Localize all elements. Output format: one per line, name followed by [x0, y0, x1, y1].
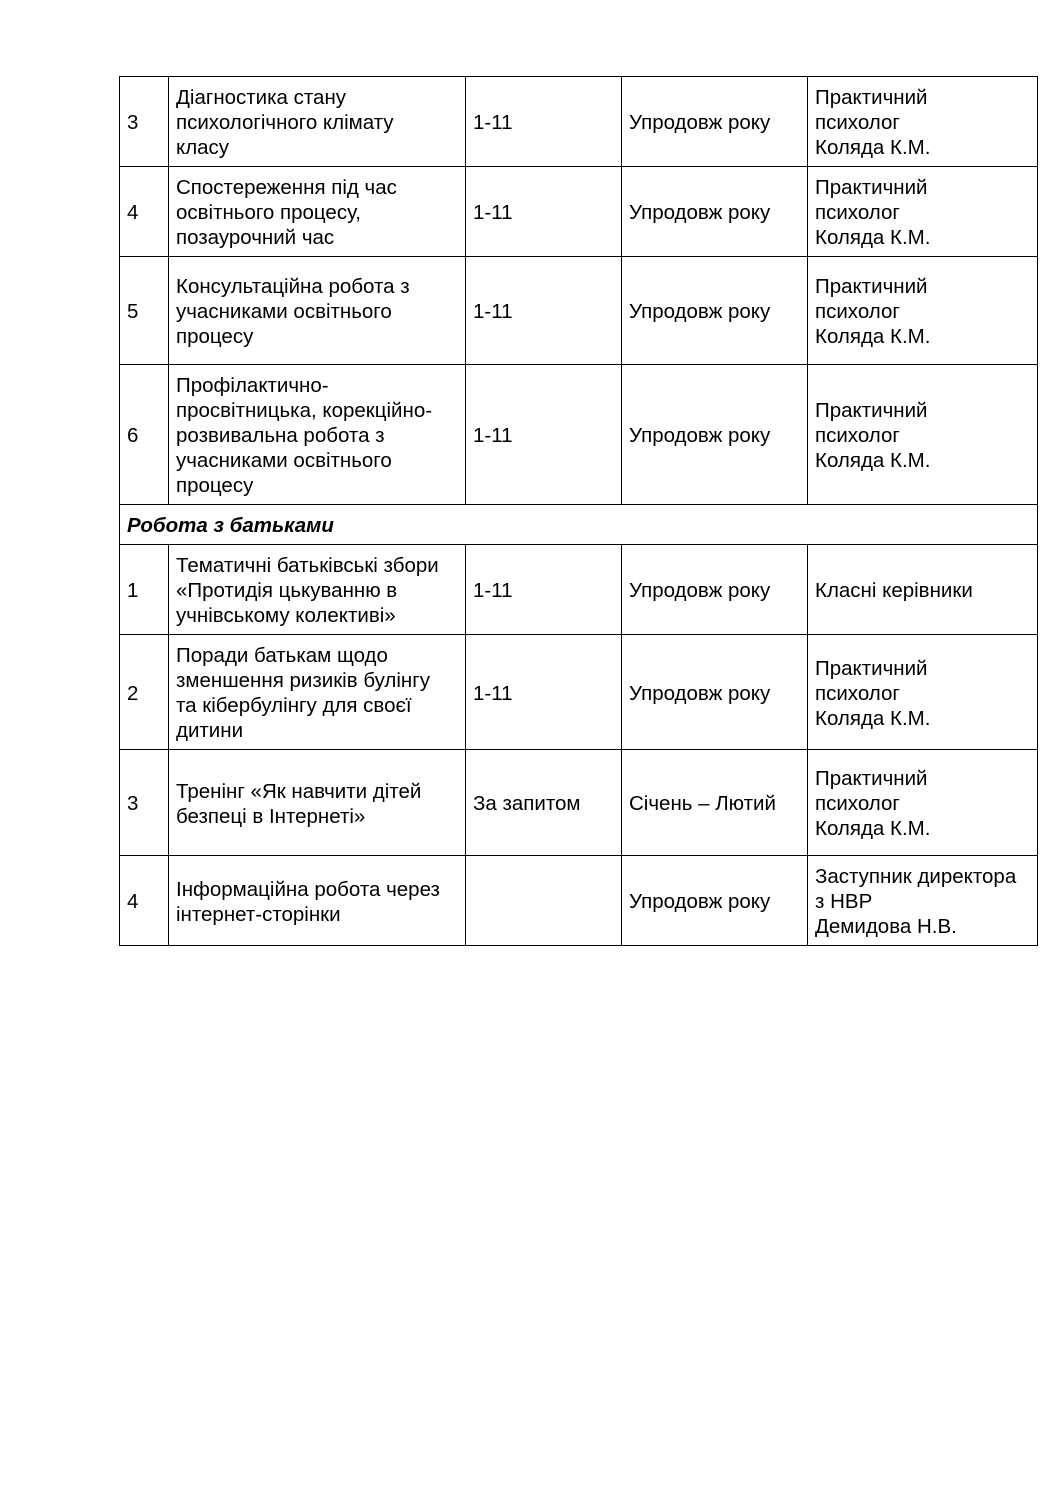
table-row: [120, 77, 1038, 167]
activities-table: [119, 76, 1038, 946]
row-number: 3: [120, 750, 169, 856]
activity-name: Профілактично- просвітницька, корекційно- розвивальна робота з учасниками освітнього процесу: [169, 365, 466, 505]
section-row: [120, 505, 1038, 545]
term: Упродовж року: [622, 77, 808, 167]
term: Упродовж року: [622, 856, 808, 946]
responsible: Практичний психолог Коляда К.М.: [808, 77, 1038, 167]
row-number: 4: [120, 167, 169, 257]
responsible: Практичний психолог Коляда К.М.: [808, 750, 1038, 856]
responsible: Практичний психолог Коляда К.М.: [808, 257, 1038, 365]
row-number: 2: [120, 635, 169, 750]
target-group: 1-11: [466, 545, 622, 635]
row-number: 1: [120, 545, 169, 635]
activity-name: Тематичні батьківські збори «Протидія цькуванню в учнівському колективі»: [169, 545, 466, 635]
target-group: 1-11: [466, 635, 622, 750]
target-group: 1-11: [466, 77, 622, 167]
target-group: 1-11: [466, 167, 622, 257]
table-row: [120, 257, 1038, 365]
responsible: Заступник директора з НВР Демидова Н.В.: [808, 856, 1038, 946]
responsible: Практичний психолог Коляда К.М.: [808, 635, 1038, 750]
term: Упродовж року: [622, 365, 808, 505]
term: Упродовж року: [622, 257, 808, 365]
table-row: [120, 167, 1038, 257]
activity-name: Спостереження під час освітнього процесу, позаурочний час: [169, 167, 466, 257]
responsible: Практичний психолог Коляда К.М.: [808, 167, 1038, 257]
activity-name: Інформаційна робота через інтернет-сторінки: [169, 856, 466, 946]
table-row: [120, 856, 1038, 946]
row-number: 5: [120, 257, 169, 365]
activity-name: Консультаційна робота з учасниками освітнього процесу: [169, 257, 466, 365]
term: Упродовж року: [622, 167, 808, 257]
table-row: [120, 635, 1038, 750]
activity-name: Тренінг «Як навчити дітей безпеці в Інтернеті»: [169, 750, 466, 856]
responsible: Класні керівники: [808, 545, 1038, 635]
term: Упродовж року: [622, 635, 808, 750]
activity-name: Діагностика стану психологічного клімату класу: [169, 77, 466, 167]
row-number: 3: [120, 77, 169, 167]
target-group: [466, 856, 622, 946]
target-group: 1-11: [466, 257, 622, 365]
term: Січень – Лютий: [622, 750, 808, 856]
table-row: [120, 545, 1038, 635]
section-title-parents: Робота з батьками: [120, 505, 1038, 545]
row-number: 4: [120, 856, 169, 946]
responsible: Практичний психолог Коляда К.М.: [808, 365, 1038, 505]
term: Упродовж року: [622, 545, 808, 635]
target-group: 1-11: [466, 365, 622, 505]
table-row: [120, 750, 1038, 856]
row-number: 6: [120, 365, 169, 505]
target-group: За запитом: [466, 750, 622, 856]
table-row: [120, 365, 1038, 505]
activity-name: Поради батькам щодо зменшення ризиків булінгу та кібербулінгу для своєї дитини: [169, 635, 466, 750]
